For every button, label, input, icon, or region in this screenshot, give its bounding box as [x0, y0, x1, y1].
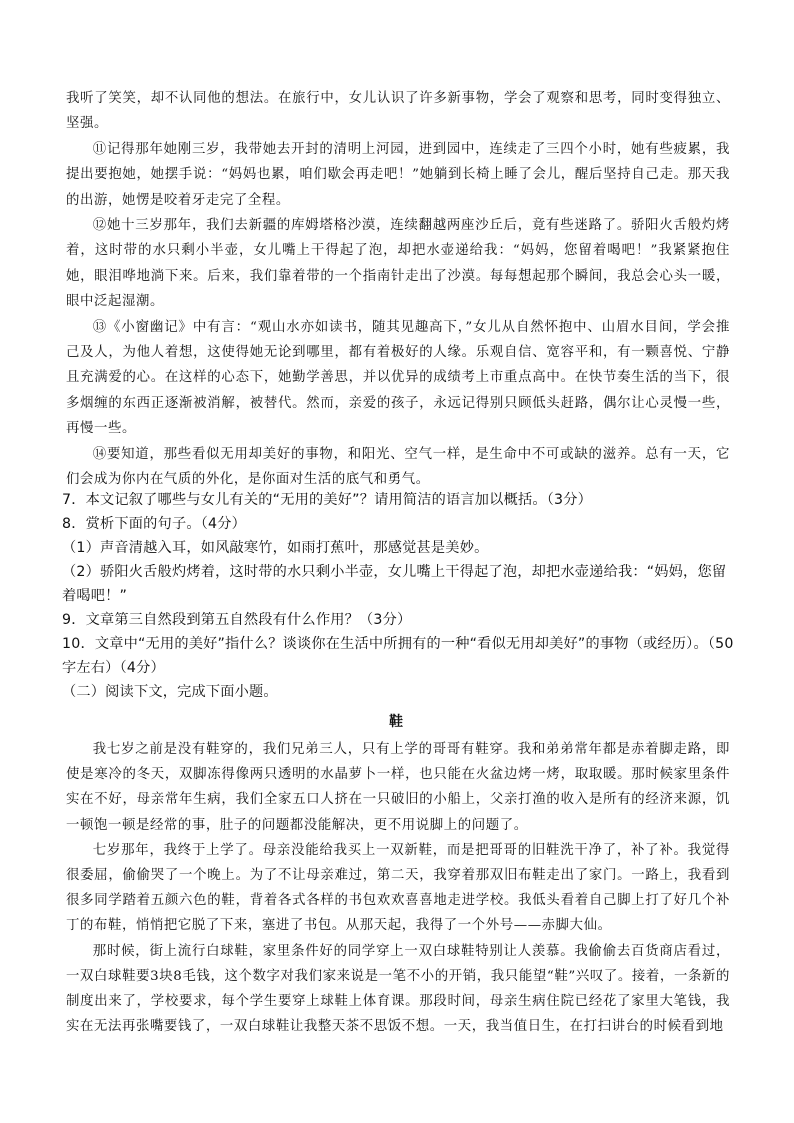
reading-passage [66, 86, 730, 493]
paragraph-12: ⑫她十三岁那年，我们去新疆的库姆塔格沙漠，连续翻越两座沙丘后，竟有些迷路了。骄阳火舌般灼烤着，这时带的水只剩小半壶，女儿嘴上干得起了泡，却把水壶递给我：“妈妈，您留着喝吧！”我紧紧抱住她，眼泪哗地淌下来。后来，我们靠着带的一个指南针走出了沙漠。每每想起那个瞬间，我总会心头一暖，眼中泛起湿潮。 [66, 218, 730, 310]
story-paragraph: 我七岁之前是没有鞋穿的，我们兄弟三人，只有上学的哥哥有鞋穿。我和弟弟常年都是赤着脚走路，即使是寒冷的冬天，双脚冻得像两只透明的水晶萝卜一样，也只能在火盆边烤一烤，取取暖。那时候家里条件实在不好，母亲常年生病，我们全家五口人挤在一只破旧的小船上，父亲打渔的收入是所有的经济来源，饥一顿饱一顿是经常的事，肚子的问题都没能解决，更不用说脚上的问题了。 [66, 742, 730, 833]
question-10: 10．文章中“无用的美好”指什么？谈谈你在生活中所拥有的一种“看似无用却美好”的事物（或经历）。（50字左右）（4分） [62, 636, 734, 676]
story-paragraph: 那时候，街上流行白球鞋，家里条件好的同学穿上一双白球鞋特别让人羡慕。我偷偷去百货商店看过，一双白球鞋要3块8毛钱，这个数字对我们家来说是一笔不小的开销，我只能望“鞋”兴叹了。接着，一条新的制度出来了，学校要求，每个学生要穿上球鞋上体育课。那段时间，母亲生病住院已经花了家里大笔钱，我实在无法再张嘴要钱了，一双白球鞋让我整天茶不思饭不想。一天，我当值日生，在打扫讲台的时候看到地 [66, 943, 730, 1035]
paragraph-11: ⑪记得那年她刚三岁，我带她去开封的清明上河园，进到园中，连续走了三四个小时，她有些疲累，我提出要抱她，她摆手说：“妈妈也累，咱们歇会再走吧！”她躺到长椅上睡了会儿，醒后坚持自己走。那天我的出游，她愣是咬着牙走完了全程。 [66, 141, 730, 208]
question-7: 7．本文记叙了哪些与女儿有关的“无用的美好”？请用简洁的语言加以概括。（3分） [62, 492, 593, 508]
question-8-item-2: （2）骄阳火舌般灼烤着，这时带的水只剩小半壶，女儿嘴上干得起了泡，却把水壶递给我：“妈妈，您留着喝吧！” [62, 564, 727, 604]
story-paragraph: 七岁那年，我终于上学了。母亲没能给我买上一双新鞋，而是把哥哥的旧鞋洗干净了，补了补。我觉得很委屈，偷偷哭了一个晚上。为了不让母亲难过，第二天，我穿着那双旧布鞋走出了家门。一路上，我看到很多同学踏着五颜六色的鞋，背着各式各样的书包欢欢喜喜地走进学校。我低头看着自己脚上打了好几个补丁的布鞋，悄悄把它脱了下来，塞进了书包。从那天起，我得了一个外号——赤脚大仙。 [66, 842, 730, 934]
question-8-item-1: （1）声音清越入耳，如风敲寒竹，如雨打蕉叶，那感觉甚是美妙。 [62, 540, 489, 556]
paragraph-14: ⑭要知道，那些看似无用却美好的事物，和阳光、空气一样，是生命中不可或缺的滋养。总有一天，它们会成为你内在气质的外化，是你面对生活的底气和勇气。 [66, 446, 730, 488]
question-9: 9．文章第三自然段到第五自然段有什么作用？（3分） [62, 612, 412, 628]
paragraph-10: 我听了笑笑，却不认同他的想法。在旅行中，女儿认识了许多新事物，学会了观察和思考，同时变得独立、坚强。 [66, 91, 730, 132]
section-heading: （二）阅读下文，完成下面小题。 [62, 684, 278, 700]
story-text [66, 737, 730, 1039]
question-list [62, 488, 738, 704]
paragraph-13: ⑬《小窗幽记》中有言：“观山水亦如读书，随其见趣高下，”女儿从自然怀抱中、山眉水目间，学会推己及人，为他人着想，这使得她无论到哪里，都有着极好的人缘。乐观自信、宽容平和，有一颗喜悦、宁静且充满爱的心。在这样的心态下，她勤学善思，并以优异的成绩考上市重点高中。在快节奏生活的当下，很多烟缠的东西正逐渐被消解，被替代。然而，亲爱的孩子，永远记得别只顾低头赶路，偶尔让心灵慢一些，再慢一些。 [66, 319, 730, 437]
story-title: 鞋 [389, 714, 405, 730]
question-8: 8．赏析下面的句子。（4分） [62, 516, 247, 532]
